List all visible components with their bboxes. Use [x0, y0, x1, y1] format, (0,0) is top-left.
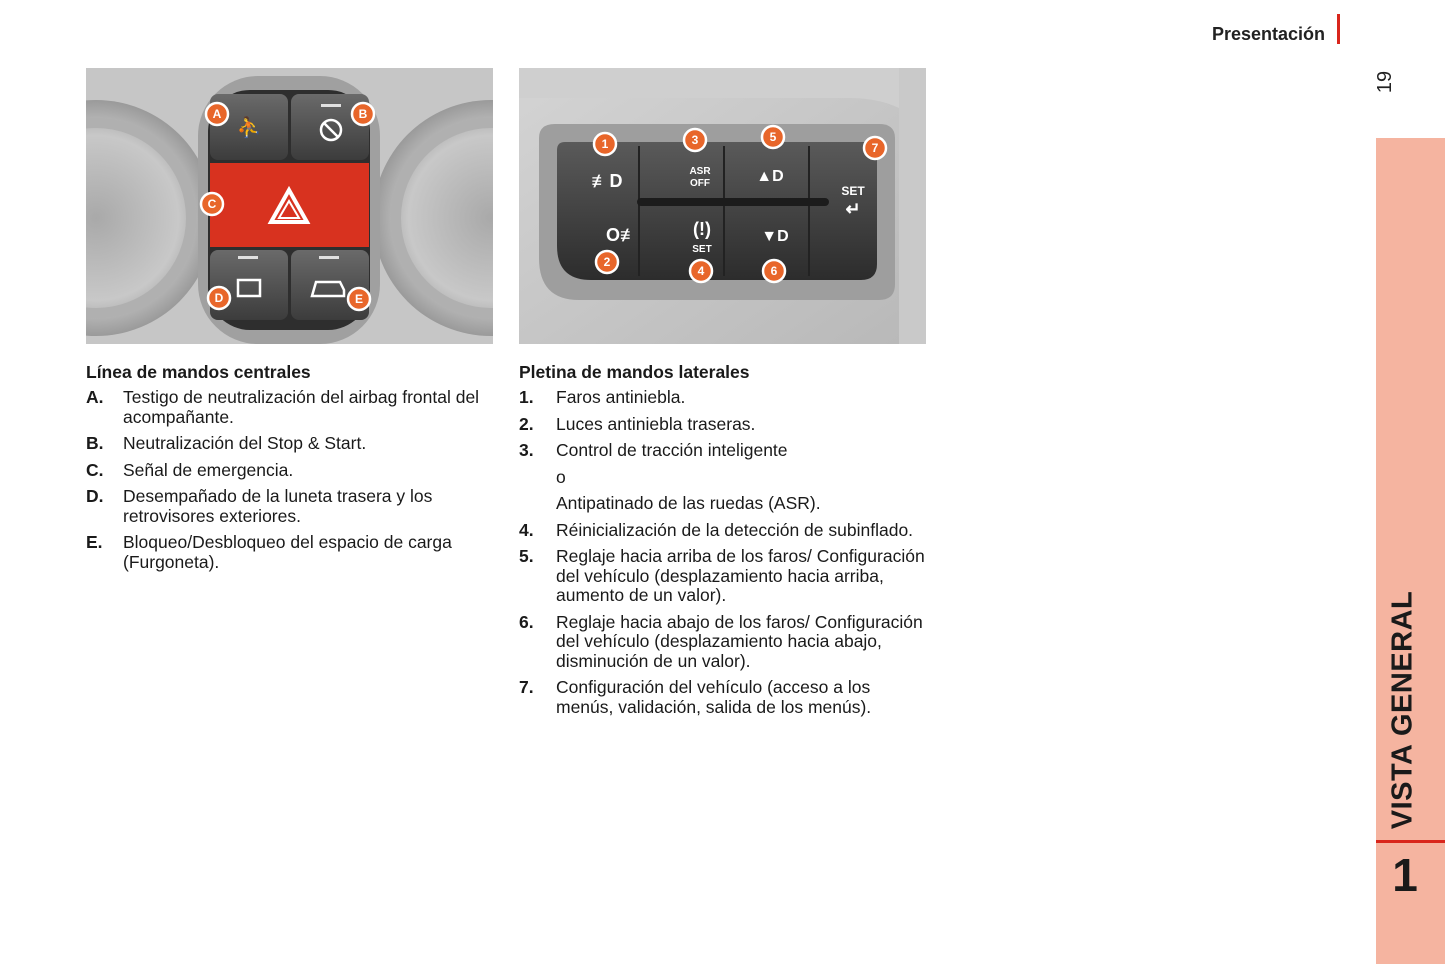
page-header-title: Presentación — [1211, 24, 1325, 44]
item-key: 4. — [519, 519, 534, 540]
list-item — [519, 678, 929, 717]
item-key: E. — [86, 532, 103, 552]
callout-4 — [690, 260, 712, 282]
svg-text:2: 2 — [603, 255, 611, 269]
hazard-button — [207, 163, 369, 247]
item-key: 6. — [519, 611, 534, 632]
item-text: Testigo de neutralización del airbag frontal del acompañante. — [123, 387, 480, 427]
side-controls-photo — [519, 68, 926, 344]
item-key: B. — [86, 433, 104, 453]
list-item — [519, 468, 929, 488]
svg-text:D: D — [214, 291, 224, 305]
front-fog-icon: ≢D — [591, 171, 623, 191]
callout-2 — [596, 251, 618, 273]
svg-text:5: 5 — [769, 130, 777, 144]
svg-text:A: A — [212, 107, 222, 121]
callout-3 — [684, 129, 706, 151]
callout-6 — [763, 260, 785, 282]
headlamp-down-icon: ▼D — [761, 228, 789, 245]
svg-text:4: 4 — [697, 264, 705, 278]
return-arrow-icon: ↵ — [845, 199, 861, 219]
item-text: Control de tracción inteligente — [556, 440, 788, 460]
tyre-pressure-icon: (!) — [693, 219, 711, 239]
item-text: Desempañado de la luneta trasera y los retrovisores exteriores. — [123, 486, 433, 526]
callout-e — [348, 288, 370, 310]
callout-5 — [762, 126, 784, 148]
asr-off-label: OFF — [690, 178, 710, 189]
item-key: 2. — [519, 413, 534, 434]
header-divider — [1337, 14, 1340, 44]
rear-fog-icon: O≢ — [605, 225, 639, 245]
page-number: 19 — [1373, 70, 1396, 94]
item-text: Luces antiniebla traseras. — [556, 413, 756, 434]
item-key: C. — [86, 459, 104, 480]
item-text: o — [556, 466, 566, 487]
item-key: 1. — [519, 387, 534, 407]
list-item — [519, 494, 929, 514]
list-item — [86, 461, 496, 481]
item-text: Neutralización del Stop & Start. — [123, 433, 367, 453]
chapter-number: 1 — [1392, 849, 1418, 901]
config-set-label: SET — [841, 184, 865, 198]
chapter-title: VISTA GENERAL — [1386, 590, 1419, 830]
item-text: Antipatinado de las ruedas (ASR). — [556, 493, 821, 513]
svg-text:B: B — [358, 107, 368, 121]
callout-a — [206, 103, 228, 125]
item-key: D. — [86, 486, 104, 506]
list-item — [86, 487, 496, 526]
callout-b — [352, 103, 374, 125]
item-key: 5. — [519, 546, 534, 566]
central-controls-photo — [86, 68, 493, 344]
item-text: Faros antiniebla. — [556, 387, 686, 407]
item-text: Reglaje hacia abajo de los faros/ Configuración del vehículo (desplazamiento hacia abajo, disminución de un valor). — [556, 611, 923, 671]
svg-text:3: 3 — [691, 133, 699, 147]
item-key: A. — [86, 387, 104, 407]
callout-c — [201, 193, 223, 215]
side-controls-section — [519, 362, 929, 724]
item-text: Bloqueo/Desbloqueo del espacio de carga (Furgoneta). — [123, 532, 452, 572]
item-key — [519, 468, 556, 488]
list-item — [519, 547, 929, 606]
item-key: 3. — [519, 440, 534, 460]
side-controls-title: Pletina de mandos laterales — [519, 362, 750, 382]
svg-text:1: 1 — [601, 137, 609, 151]
list-item — [519, 441, 929, 461]
list-item — [519, 415, 929, 435]
central-controls-title: Línea de mandos centrales — [86, 362, 311, 382]
tyre-set-label: SET — [692, 244, 712, 255]
list-item — [519, 388, 929, 408]
callout-7 — [864, 137, 886, 159]
item-text: Reglaje hacia arriba de los faros/ Configuración del vehículo (desplazamiento hacia arriba, aumento de un valor). — [556, 546, 925, 605]
callout-1 — [594, 133, 616, 155]
list-item — [86, 388, 496, 427]
svg-text:⛹: ⛹ — [236, 117, 262, 139]
list-item — [519, 613, 929, 672]
item-text: Réinicialización de la detección de subinflado. — [556, 519, 914, 540]
svg-text:6: 6 — [770, 264, 778, 278]
item-text: Configuración del vehículo (acceso a los menús, validación, salida de los menús). — [556, 677, 872, 717]
asr-label: ASR — [689, 166, 711, 177]
svg-text:E: E — [354, 292, 364, 306]
item-key: 7. — [519, 677, 534, 697]
svg-text:C: C — [207, 197, 217, 211]
callout-d — [208, 287, 230, 309]
list-item — [86, 533, 496, 572]
svg-text:7: 7 — [871, 141, 879, 155]
item-text: Señal de emergencia. — [123, 459, 294, 480]
headlamp-up-icon: ▲D — [756, 168, 784, 185]
item-key — [519, 494, 556, 514]
list-item — [519, 521, 929, 541]
central-controls-section — [86, 362, 496, 579]
chapter-divider — [1376, 840, 1445, 843]
list-item — [86, 434, 496, 454]
